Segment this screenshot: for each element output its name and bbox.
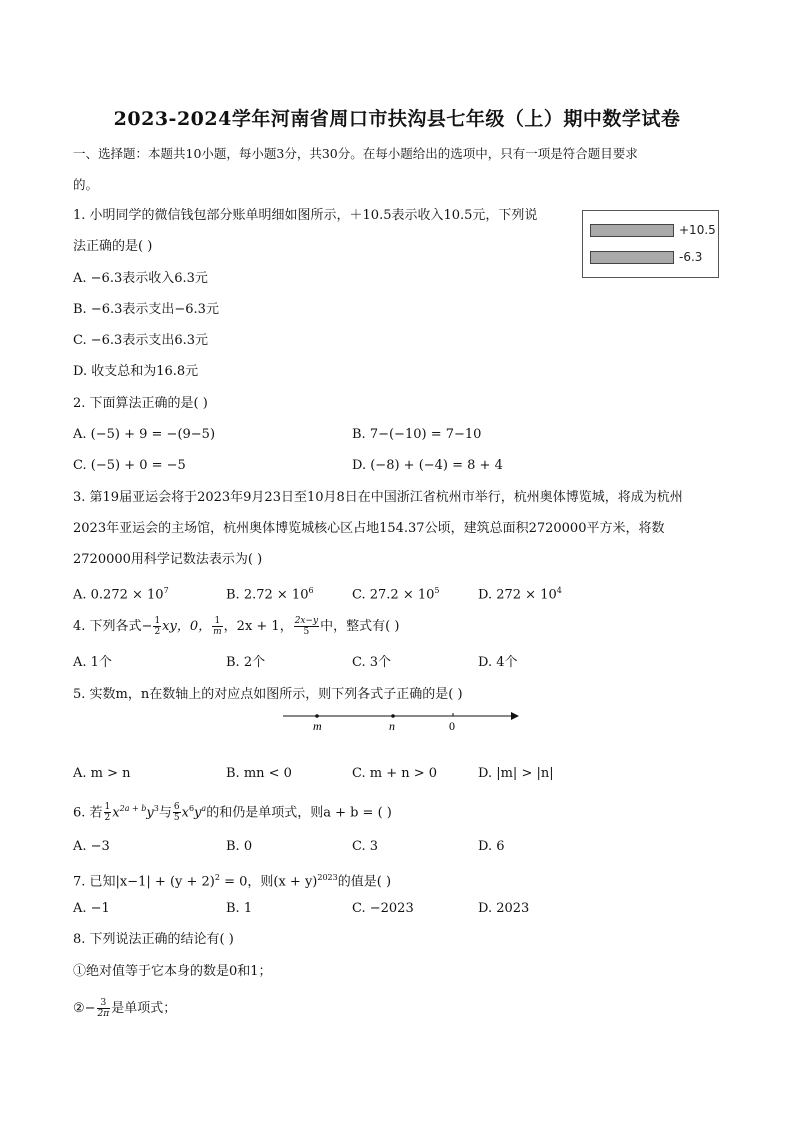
q4-option-b: B. 2个	[226, 655, 266, 670]
q4-option-c: C. 3个	[352, 655, 392, 670]
q1-option-c: C. −6.3表示支出6.3元	[73, 333, 208, 348]
q8-stem: 8. 下列说法正确的结论有( )	[73, 932, 234, 947]
q5-stem: 5. 实数m，n在数轴上的对应点如图所示，则下列各式子正确的是( )	[73, 687, 463, 702]
section-heading-cont: 的。	[73, 177, 99, 192]
label-zero: 0	[449, 719, 455, 733]
page-title: 2023-2024学年河南省周口市扶沟县七年级（上）期中数学试卷	[113, 108, 681, 130]
q4-stem: 4. 下列各式− $\frac{1}{2}$ xy，0， $\frac{1}{m}$ ，2x + 1， $\frac{2x-y}{5}$ 中，整式有( )	[73, 616, 400, 637]
q3-stem-cont2: 2720000用科学记数法表示为( )	[73, 552, 263, 567]
q6-stem: 6. 若 $\frac{1}{2}$ $x^{2a + b}y^3$与 $\frac{6}{5}$ $x^6y^a$的和仍是单项式，则a + b = ( )	[73, 802, 392, 824]
q3-option-d: D. $272 \times 10^4$	[478, 586, 562, 603]
q6-option-b: B. 0	[226, 839, 253, 854]
fraction: $\frac{1}{2}$	[104, 802, 111, 824]
q4-option-a: A. 1个	[73, 655, 112, 670]
q3-option-c: C. $27.2 \times 10^5$	[352, 586, 440, 603]
q4-option-d: D. 4个	[478, 655, 518, 670]
q3-option-b: B. $2.72 \times 10^6$	[226, 586, 314, 603]
q5-option-c: C. m + n > 0	[352, 766, 438, 781]
q6-option-d: D. 6	[478, 839, 505, 854]
q6-option-c: C. 3	[352, 839, 379, 854]
fraction: $\frac{6}{5}$	[173, 802, 180, 824]
q7-option-c: C. −2023	[352, 901, 414, 916]
number-line	[283, 706, 523, 736]
q6-option-a: A. −3	[73, 839, 110, 854]
label-m: m	[313, 719, 322, 733]
label-n: n	[389, 719, 395, 733]
expense-bar	[590, 251, 674, 264]
q3-option-a: A. $0.272 \times 10^7$	[73, 586, 169, 603]
q3-stem-cont: 2023年亚运会的主场馆，杭州奥体博览城核心区占地154.37公顷，建筑总面积2720000平方米，将数	[73, 521, 665, 536]
income-bar	[590, 224, 674, 237]
q2-option-b: B. 7−(−10) = 7−10	[352, 427, 482, 442]
q1-stem-cont: 法正确的是( )	[73, 239, 153, 254]
q2-option-d: D. (−8) + (−4) = 8 + 4	[352, 458, 503, 473]
q2-option-a: A. (−5) + 9 = −(9−5)	[73, 427, 216, 442]
q7-option-a: A. −1	[73, 901, 110, 916]
expense-label: -6.3	[679, 250, 703, 264]
point-n	[391, 714, 395, 718]
axis-arrow	[511, 712, 519, 720]
fraction: $\frac{3}{2\pi}$	[97, 998, 110, 1019]
q2-option-c: C. (−5) + 0 = −5	[73, 458, 186, 473]
q7-stem: 7. 已知$|x-1| + (y + 2)^2 = 0$，则$(x + y)^{2023}$的值是( )	[73, 873, 392, 890]
q8-statement-2: ②− $\frac{3}{2\pi}$ 是单项式；	[73, 998, 177, 1019]
section-heading: 一、选择题：本题共10小题，每小题3分，共30分。在每小题给出的选项中，只有一项是符合题目要求	[73, 146, 638, 161]
q5-option-a: A. m > n	[73, 766, 131, 781]
q1-option-d: D. 收支总和为16.8元	[73, 364, 199, 379]
income-label: +10.5	[679, 223, 716, 237]
fraction: $\frac{2x-y}{5}$	[294, 616, 319, 637]
point-m	[315, 714, 319, 718]
q1-option-b: B. −6.3表示支出−6.3元	[73, 302, 219, 317]
q7-option-b: B. 1	[226, 901, 253, 916]
q1-stem: 1. 小明同学的微信钱包部分账单明细如图所示，＋10.5表示收入10.5元，下列说	[73, 208, 538, 223]
wallet-figure	[582, 210, 719, 278]
q5-option-d: D. |m| > |n|	[478, 766, 554, 781]
fraction: $\frac{1}{2}$	[154, 616, 161, 637]
q3-stem: 3. 第19届亚运会将于2023年9月23日至10月8日在中国浙江省杭州市举行，杭州奥体博览城，将成为杭州	[73, 490, 683, 505]
q1-option-a: A. −6.3表示收入6.3元	[73, 271, 208, 286]
fraction: $\frac{1}{m}$	[213, 616, 222, 637]
q2-stem: 2. 下面算法正确的是( )	[73, 396, 208, 411]
q5-option-b: B. mn < 0	[226, 766, 292, 781]
q8-statement-1: ①绝对值等于它本身的数是0和1；	[73, 964, 272, 979]
q7-option-d: D. 2023	[478, 901, 530, 916]
